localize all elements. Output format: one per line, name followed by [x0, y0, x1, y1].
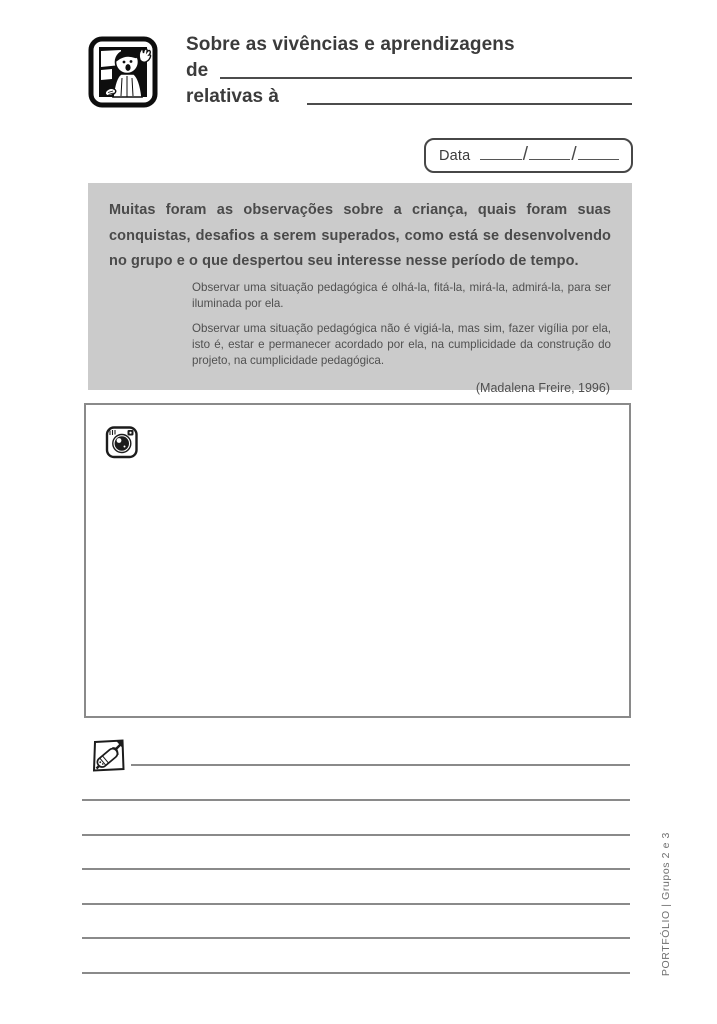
camera-icon	[105, 423, 139, 459]
fill-in-prefix: de	[186, 60, 209, 81]
writing-line	[82, 903, 630, 905]
fill-in-prefix: relativas à	[186, 86, 279, 107]
quote-paragraph: Observar uma situação pedagógica é olhá-la, fitá-la, mirá-la, admirá-la, para ser iluminada por ela.	[192, 280, 611, 310]
writing-line-first	[131, 764, 630, 766]
date-separator: /	[571, 143, 577, 165]
date-box	[424, 138, 633, 173]
page-title-block	[186, 32, 632, 110]
blank-line	[220, 77, 632, 79]
date-blank-segment	[480, 159, 521, 160]
date-blank-segment	[529, 159, 570, 160]
blank-line	[307, 103, 632, 105]
quote-attribution: (Madalena Freire, 1996)	[475, 380, 610, 395]
fill-in-row-de	[186, 58, 632, 84]
date-label: Data	[439, 147, 471, 164]
photo-box	[84, 403, 631, 718]
writing-line	[82, 972, 630, 974]
person-at-window-icon	[88, 36, 158, 108]
date-separator: /	[522, 143, 529, 165]
date-blanks	[480, 145, 619, 167]
writing-line	[82, 834, 630, 836]
date-blank-segment	[578, 159, 619, 160]
writing-line	[82, 868, 630, 870]
page-title: Sobre as vivências e aprendizagens	[186, 34, 515, 55]
writing-line	[82, 937, 630, 939]
fill-in-row-relativas	[186, 84, 632, 110]
observation-box	[88, 183, 632, 395]
quote-paragraph: Observar uma situação pedagógica não é vigiá-la, mas sim, fazer vigília por ela, isto é, estar e permanecer acordado por ela, na cumplicidade da construção do projeto, na cumplicidade pedagógica.	[192, 321, 611, 367]
writing-line	[82, 799, 630, 801]
pencil-icon	[90, 736, 128, 776]
quote-block	[192, 280, 611, 369]
observation-intro: Muitas foram as observações sobre a criança, quais foram suas conquistas, desafios a serem superados, como está se desenvolvendo no grupo e o que despertou seu interesse nesse período de tempo.	[109, 202, 611, 269]
footer-vertical-label: PORTFÓLIO | Grupos 2 e 3	[660, 831, 672, 976]
